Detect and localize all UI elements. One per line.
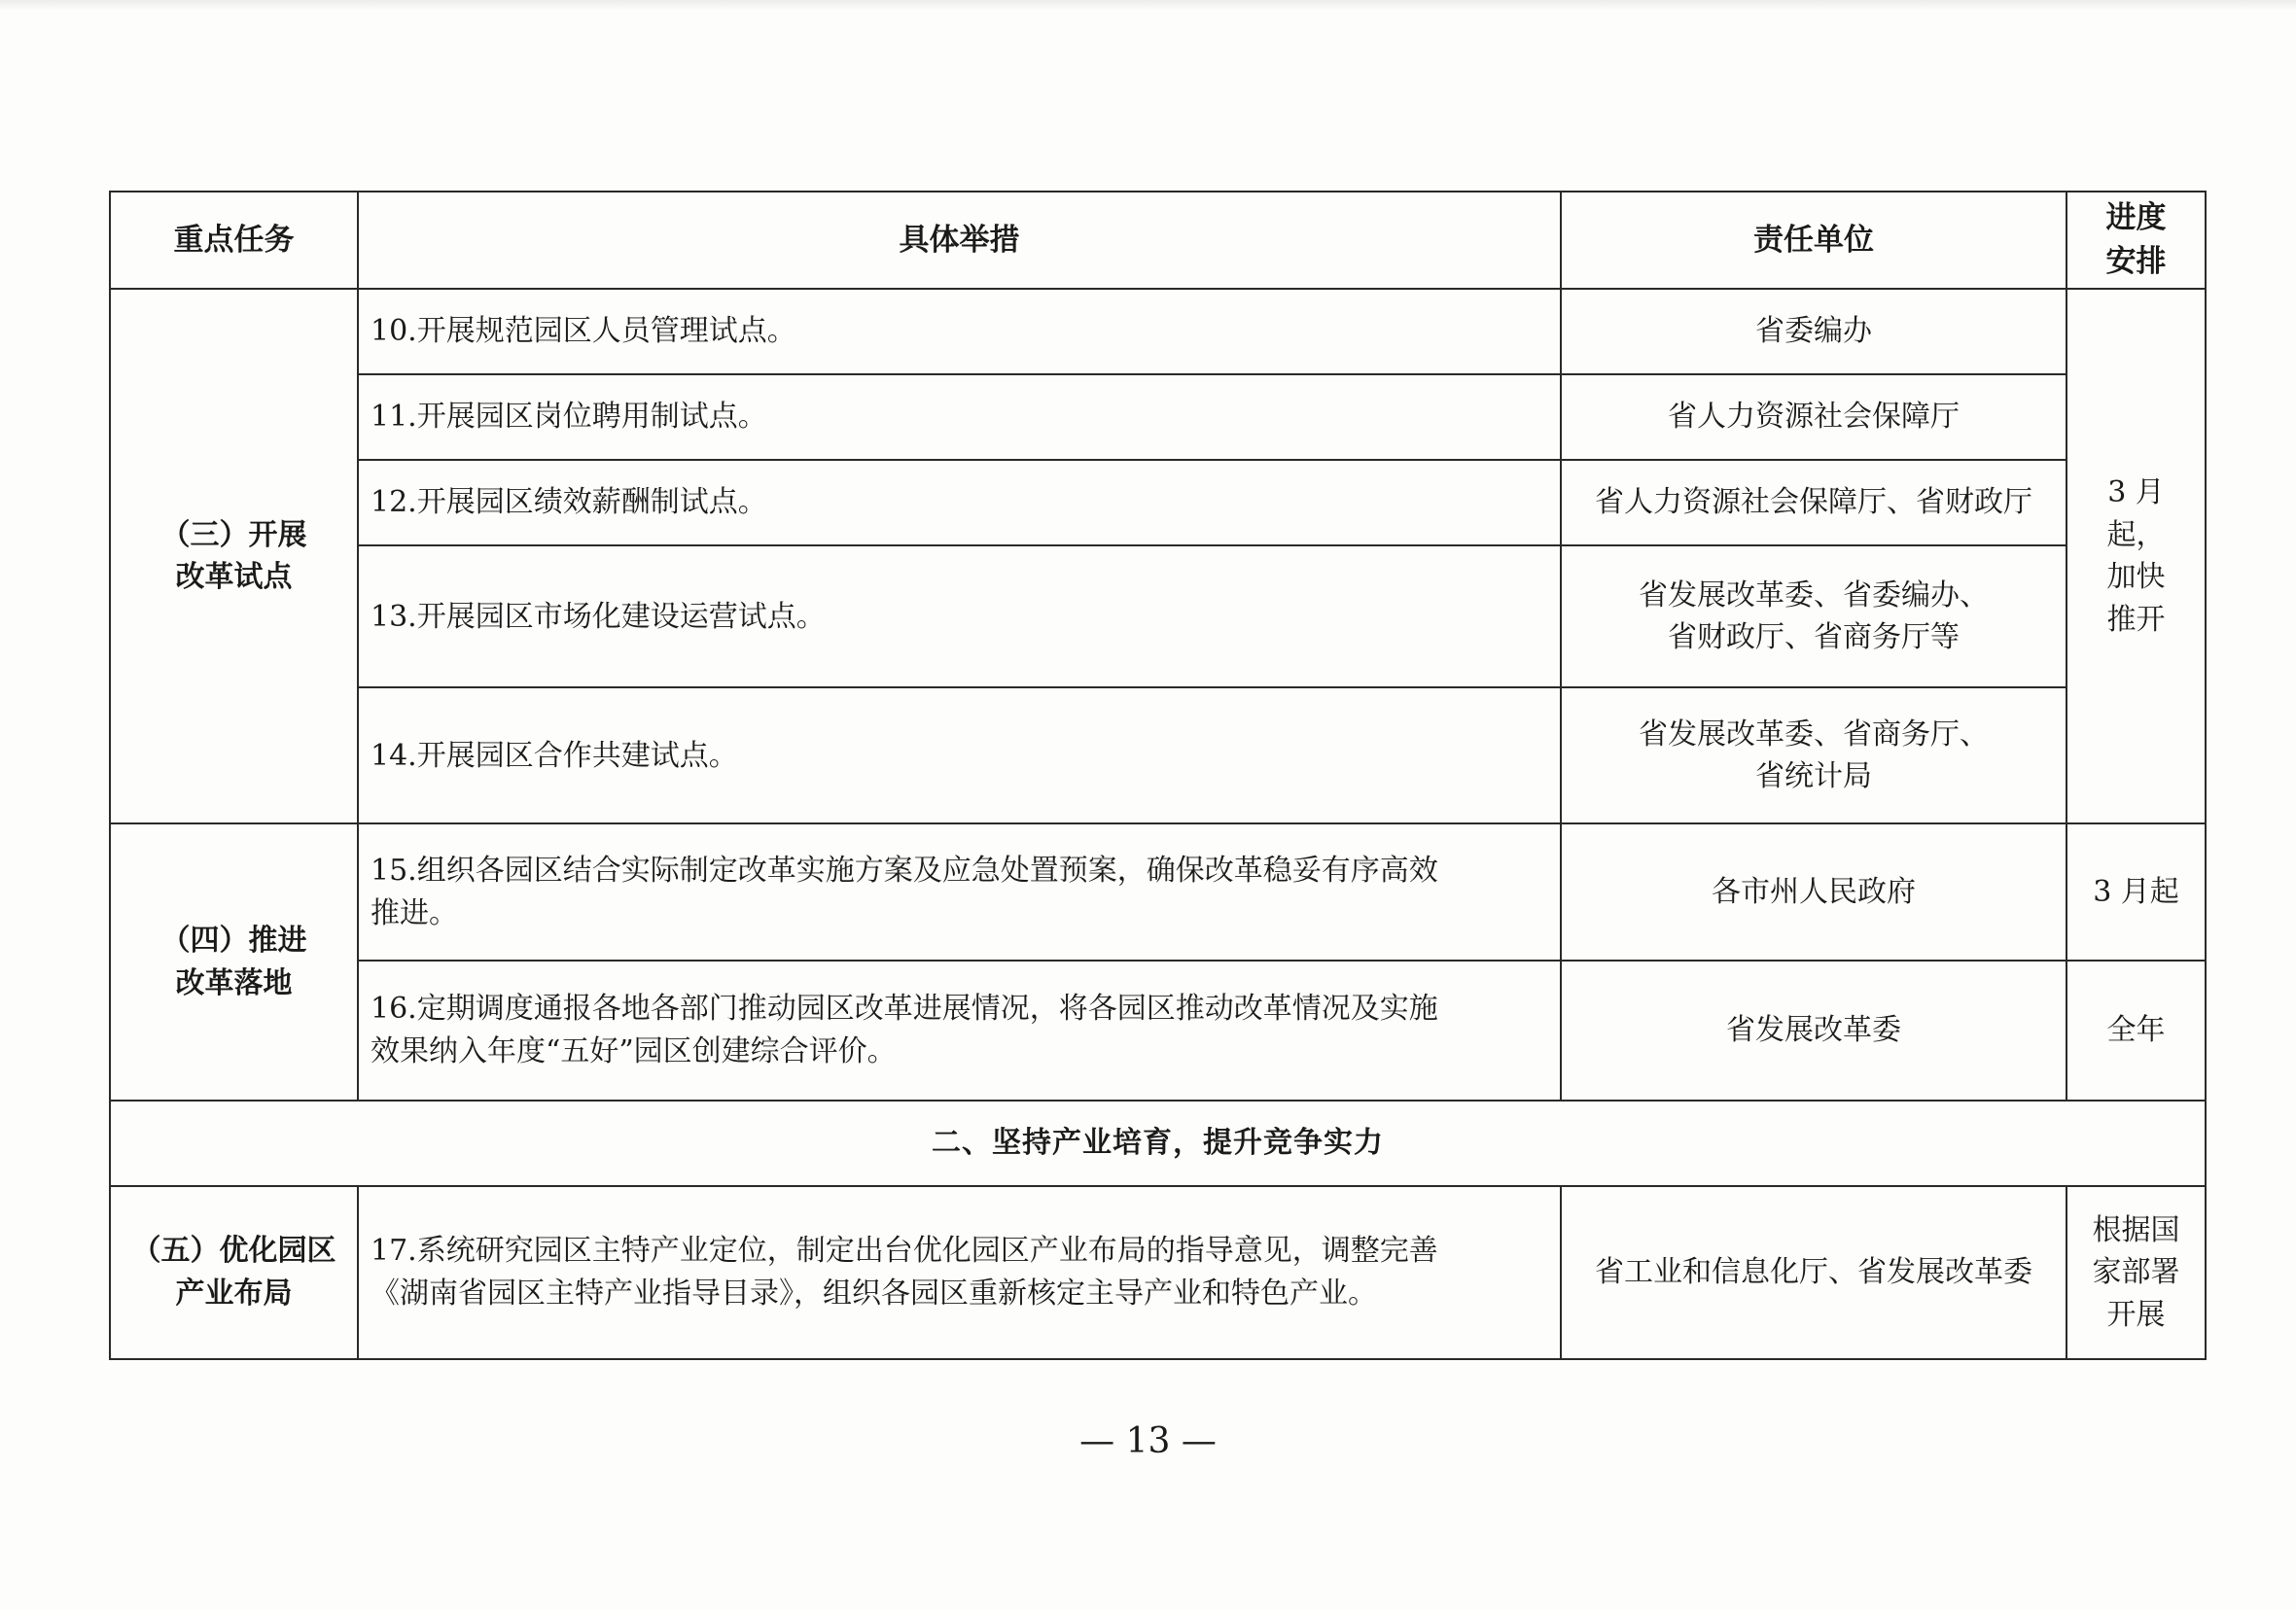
schedule-cell: 3 月起 xyxy=(2066,823,2206,960)
schedule-group3-line1: 3 月起， xyxy=(2106,475,2166,552)
measure-cell: 12.开展园区绩效薪酬制试点。 xyxy=(358,460,1561,545)
header-unit: 责任单位 xyxy=(1561,192,2066,289)
unit-cell: 省人力资源社会保障厅、省财政厅 xyxy=(1561,460,2066,545)
table-row xyxy=(110,687,2206,823)
schedule-group5-line1: 根据国 xyxy=(2092,1212,2180,1247)
schedule-group5-line2: 家部署 xyxy=(2092,1255,2180,1290)
unit-cell: 各市州人民政府 xyxy=(1561,823,2066,960)
table-row xyxy=(110,374,2206,460)
task-group5-line1: （五）优化园区 xyxy=(131,1234,336,1269)
page-number: — 13 — xyxy=(1079,1421,1217,1461)
task-group3-line2: 改革试点 xyxy=(175,560,293,595)
task-group3-line1: （三）开展 xyxy=(160,517,307,552)
table-row xyxy=(110,289,2206,374)
section-row xyxy=(110,1101,2206,1186)
unit-line2: 省统计局 xyxy=(1755,759,1872,794)
measure-line2: 推进。 xyxy=(371,895,458,930)
unit-line1: 省发展改革委、省商务厅、 xyxy=(1639,717,1989,752)
task-cell-group5 xyxy=(110,1186,358,1359)
measure-cell: 14.开展园区合作共建试点。 xyxy=(358,687,1561,823)
task-cell-group3 xyxy=(110,289,358,823)
schedule-cell: 全年 xyxy=(2066,961,2206,1101)
measure-line1: 17.系统研究园区主特产业定位，制定出台优化园区产业布局的指导意见，调整完善 xyxy=(371,1234,1438,1269)
header-schedule xyxy=(2066,192,2206,289)
measure-cell xyxy=(358,823,1561,960)
table-row xyxy=(110,545,2206,687)
measure-line2: 效果纳入年度“五好”园区创建综合评价。 xyxy=(371,1033,897,1068)
measure-cell xyxy=(358,1186,1561,1359)
task-cell-group4 xyxy=(110,823,358,1100)
schedule-group3-line2: 加快 xyxy=(2106,560,2166,595)
unit-cell xyxy=(1561,687,2066,823)
unit-line2: 省财政厅、省商务厅等 xyxy=(1668,620,1960,655)
scan-edge xyxy=(0,0,2296,10)
unit-cell: 省人力资源社会保障厅 xyxy=(1561,374,2066,460)
task-group4-line2: 改革落地 xyxy=(175,965,293,1000)
unit-cell: 省委编办 xyxy=(1561,289,2066,374)
header-schedule-line2: 安排 xyxy=(2105,244,2167,279)
table-header-row xyxy=(110,192,2206,289)
measure-cell xyxy=(358,961,1561,1101)
table-row xyxy=(110,961,2206,1101)
header-measure: 具体举措 xyxy=(358,192,1561,289)
measure-cell: 11.开展园区岗位聘用制试点。 xyxy=(358,374,1561,460)
header-task: 重点任务 xyxy=(110,192,358,289)
unit-line1: 省发展改革委、省委编办、 xyxy=(1639,577,1989,612)
table-row xyxy=(110,823,2206,960)
task-table xyxy=(109,191,2207,1360)
measure-cell: 10.开展规范园区人员管理试点。 xyxy=(358,289,1561,374)
measure-cell: 13.开展园区市场化建设运营试点。 xyxy=(358,545,1561,687)
header-schedule-line1: 进度 xyxy=(2105,200,2167,236)
section-heading: 二、坚持产业培育，提升竞争实力 xyxy=(110,1101,2206,1186)
measure-line2: 《湖南省园区主特产业指导目录》，组织各园区重新核定主导产业和特色产业。 xyxy=(371,1276,1377,1311)
unit-cell: 省发展改革委 xyxy=(1561,961,2066,1101)
measure-line1: 16.定期调度通报各地各部门推动园区改革进展情况，将各园区推动改革情况及实施 xyxy=(371,992,1438,1027)
schedule-cell-group3 xyxy=(2066,289,2206,823)
schedule-cell-group5 xyxy=(2066,1186,2206,1359)
task-group4-line1: （四）推进 xyxy=(160,924,307,959)
table-row xyxy=(110,460,2206,545)
schedule-group3-line3: 推开 xyxy=(2106,602,2166,637)
unit-cell: 省工业和信息化厅、省发展改革委 xyxy=(1561,1186,2066,1359)
schedule-group5-line3: 开展 xyxy=(2106,1297,2166,1332)
task-group5-line2: 产业布局 xyxy=(175,1276,293,1311)
unit-cell xyxy=(1561,545,2066,687)
table-row xyxy=(110,1186,2206,1359)
measure-line1: 15.组织各园区结合实际制定改革实施方案及应急处置预案，确保改革稳妥有序高效 xyxy=(371,854,1438,889)
